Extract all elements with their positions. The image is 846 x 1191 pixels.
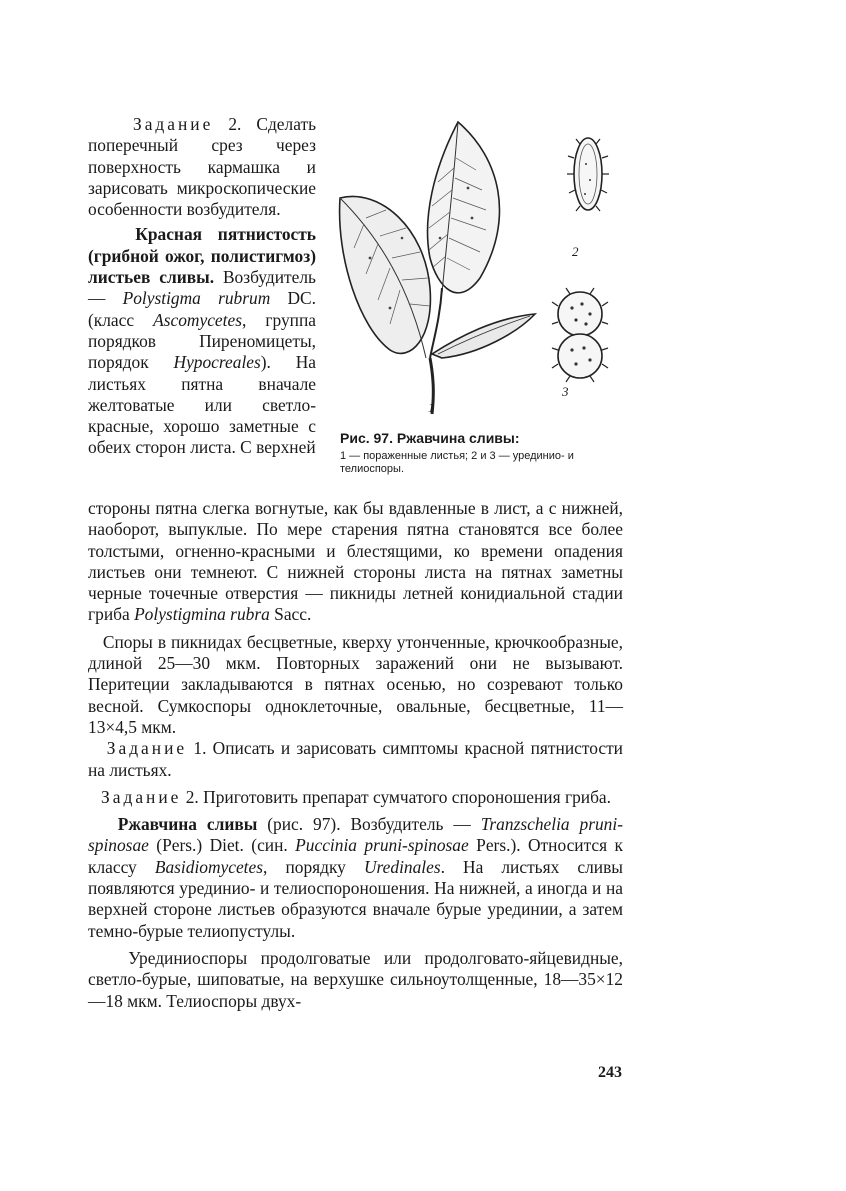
latin-name: Basidiomycetes [154,856,264,877]
paragraph-urediniospores [88,948,623,1012]
section-heading-plum-rust: Ржавчина сливы [117,814,258,835]
latin-name: Hypocreales [173,352,261,373]
text-run: Pers.). Относится к классу [88,835,623,877]
latin-name: Uredinales [363,856,441,877]
latin-name: Tranzschelia pruni-spinosae [88,814,623,856]
paragraph-continuation [88,498,623,626]
text-run: Sacc. [269,604,312,625]
task-label: Задание [101,786,182,807]
text-run: (Pers.) Diet. (син. [148,835,296,856]
plum-leaf-drawing [330,118,630,418]
figure-label-1: 1 [428,400,435,415]
text-run: Споры в пикнидах бесцветные, кверху утонченные, крючкообразные, длиной 25—30 мкм. Повторных заражений они не вызывают. Перитеции закладываются в пятнах осенью, но созревают только весной. Сумкоспоры одноклеточные, овальные, бесцветные, 11—13×4,5 мкм. [88,631,623,737]
latin-name: Ascomycetes [153,309,242,330]
latin-name: Polystigmina rubra [134,604,270,625]
text-run: (рис. 97). Возбудитель — [257,814,481,835]
figure-97-illustration [330,118,630,418]
latin-name: Polystigma rubrum [122,288,271,309]
text-run: Урединиоспоры продолговатые или продолговато-яйцевидные, светло-бурые, шиповатые, на верхушке сильноутолщенные, 18—35×12—18 мкм. Телиоспоры двух- [88,947,623,1011]
text-run: DC. (класс [88,288,316,330]
figure-caption [340,430,630,476]
text-run: , группа порядков Пиреномицеты, порядок [88,309,316,373]
text-run: стороны пятна слегка вогнутые, как бы вдавленные в лист, а с нижней, наоборот, выпуклые. По мере старения пятна становятся все более толстыми, огненно-красными и блестящими, ко времени опадения листьев они темнеют. С нижней стороны листа на пятнах заметны черные точечные отверстия — пикниды летней конидиальной стадии гриба [88,498,623,625]
task-text: 1. Описать и зарисовать симптомы красной пятнистости на листьях. [88,738,623,780]
task-text: 2. Приготовить препарат сумчатого спороношения гриба. [181,786,611,807]
paragraph-plum-rust [88,814,623,942]
section-heading-red-spot: Красная пятнистость (грибной ожог, полистигмоз) листьев сливы. [88,224,316,288]
text-run: ). На листьях пятна вначале желтоватые или светло-красные, хорошо заметные с обеих сторон листа. С верхней [88,352,316,458]
paragraph-task-1 [88,738,623,781]
page-number: 243 [598,1064,622,1081]
main-text [88,498,623,1012]
caption-text: 1 — пораженные листья; 2 и 3 — урединио- и телиоспоры. [340,450,574,475]
paragraph-task-2b [88,787,623,808]
figure-label-2: 2 [572,244,579,259]
figure-label-3: 3 [562,384,569,399]
text-run: , порядку [263,856,364,877]
task-label: Задание [106,738,188,759]
task-text: 2. Сделать поперечный срез через поверхность кармашка и зарисовать микроскопические особенности возбудителя. [88,114,316,220]
paragraph-spores [88,632,623,738]
text-run: Возбудитель — [88,267,316,309]
left-column [88,114,316,459]
text-run: . На листьях сливы появляются урединио- и телиоспороношения. На нижней, а иногда и на верхней стороне листьев образуются вначале бурые урединии, а затем темно-бурые телиопустулы. [88,856,623,941]
paragraph-red-spot [88,224,316,458]
paragraph-task-2 [88,114,316,220]
latin-name: Puccinia pruni-spinosae [295,835,469,856]
task-label: Задание [132,114,214,134]
caption-title: Рис. 97. Ржавчина сливы: [340,430,520,446]
